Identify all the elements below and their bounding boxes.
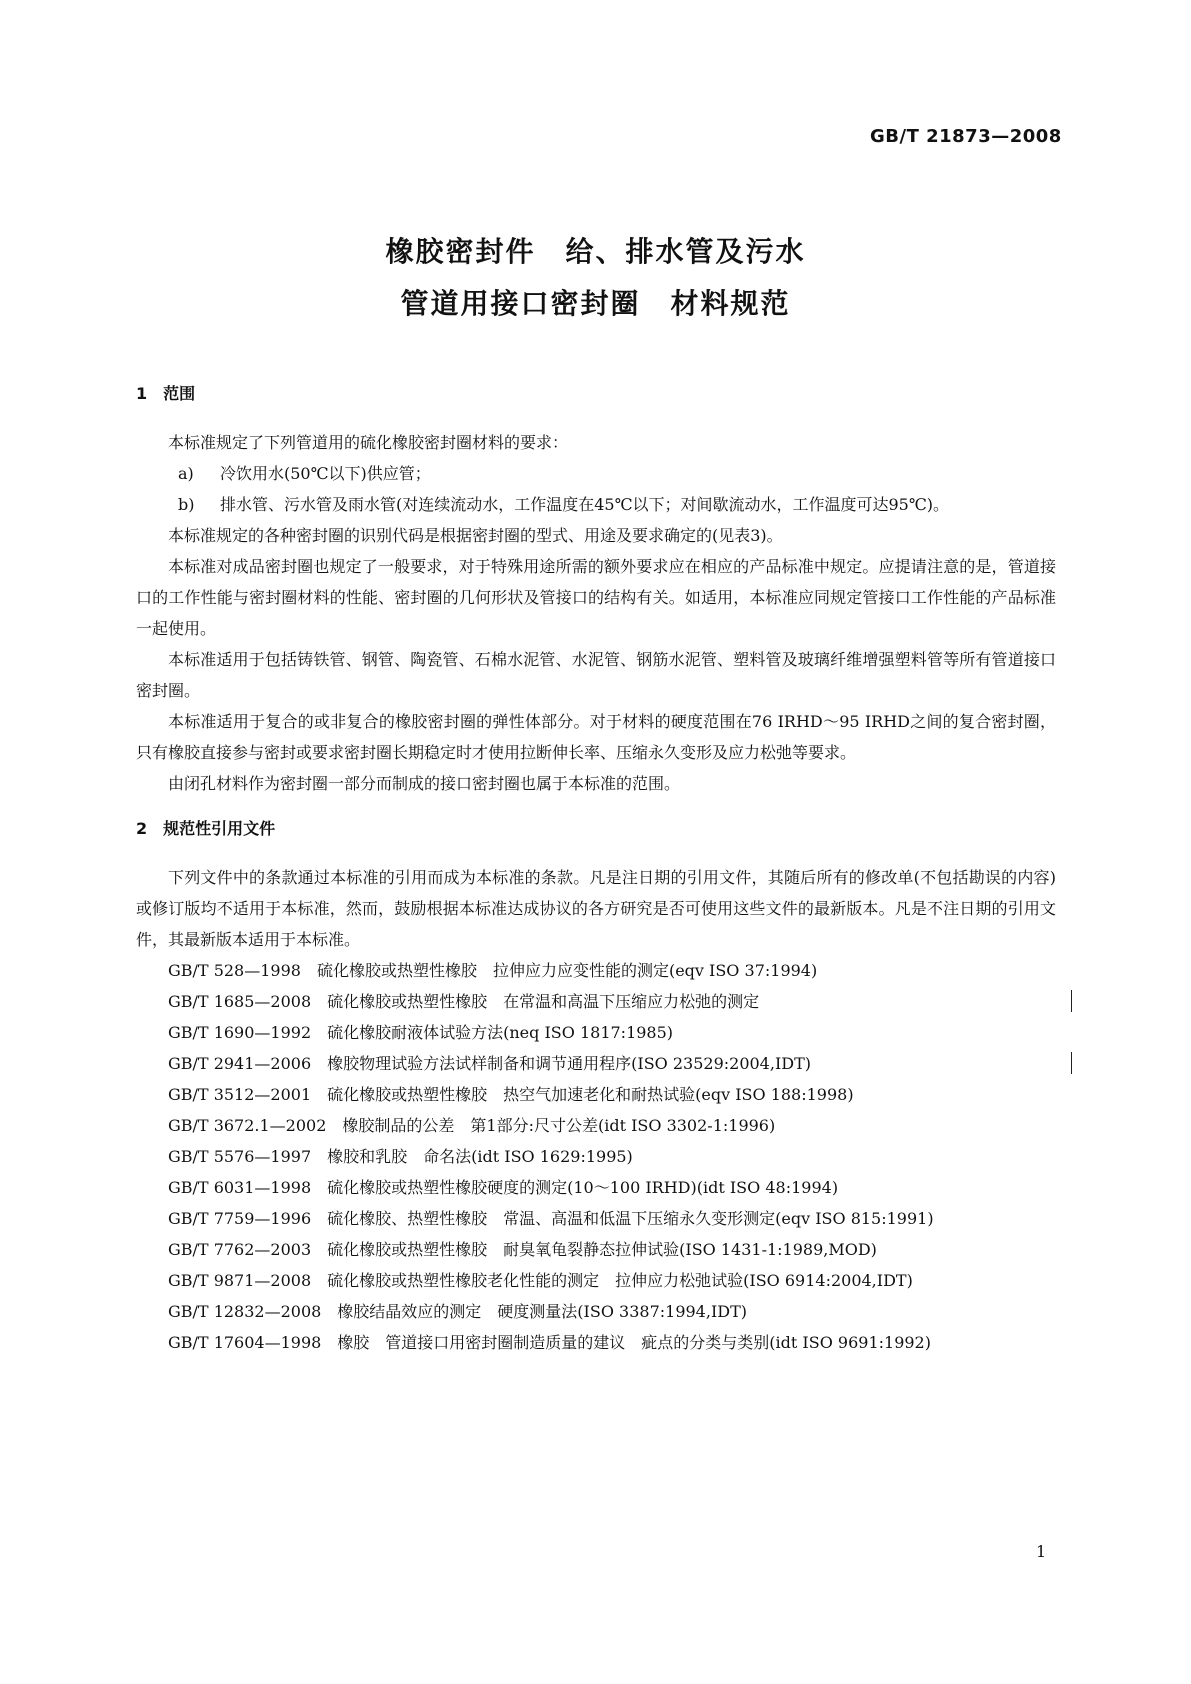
reference-item: GB/T 3512—2001 硫化橡胶或热塑性橡胶 热空气加速老化和耐热试验(eqv ISO 188:1998)	[168, 1085, 854, 1104]
reference-item: GB/T 5576—1997 橡胶和乳胶 命名法(idt ISO 1629:1995)	[168, 1147, 633, 1166]
list-label-b: b)	[178, 495, 195, 514]
document-title	[0, 226, 1191, 330]
section-1-intro: 本标准规定了下列管道用的硫化橡胶密封圈材料的要求：	[168, 433, 569, 452]
document-body	[136, 378, 1056, 1358]
title-line-2: 管道用接口密封圈 材料规范	[400, 287, 791, 320]
reference-item: GB/T 12832—2008 橡胶结晶效应的测定 硬度测量法(ISO 3387:1994,IDT)	[168, 1302, 748, 1321]
list-item-b	[136, 489, 1056, 520]
reference-item: GB/T 9871—2008 硫化橡胶或热塑性橡胶老化性能的测定 拉伸应力松弛试验(ISO 6914:2004,IDT)	[168, 1271, 913, 1290]
section-1-heading: 1 范围	[136, 384, 196, 403]
list-text-a: 冷饮用水(50℃以下)供应管；	[220, 464, 431, 483]
list-text-b: 排水管、污水管及雨水管(对连续流动水，工作温度在45℃以下；对间歇流动水，工作温度可达95℃)。	[220, 495, 950, 514]
list-label-a: a)	[178, 464, 194, 483]
reference-item: GB/T 6031—1998 硫化橡胶或热塑性橡胶硬度的测定(10～100 IRHD)(idt ISO 48:1994)	[168, 1178, 839, 1197]
page-number: 1	[1036, 1542, 1047, 1561]
reference-item: GB/T 7762—2003 硫化橡胶或热塑性橡胶 耐臭氧龟裂静态拉伸试验(ISO 1431-1:1989,MOD)	[168, 1240, 877, 1259]
list-item-a	[136, 458, 1056, 489]
reference-item: GB/T 7759—1996 硫化橡胶、热塑性橡胶 常温、高温和低温下压缩永久变形测定(eqv ISO 815:1991)	[168, 1209, 934, 1228]
change-bar	[1071, 1052, 1072, 1074]
change-bar	[1071, 990, 1072, 1012]
section-2-heading: 2 规范性引用文件	[136, 819, 276, 838]
section-1-paragraph: 由闭孔材料作为密封圈一部分而制成的接口密封圈也属于本标准的范围。	[168, 774, 681, 793]
reference-item: GB/T 1690—1992 硫化橡胶耐液体试验方法(neq ISO 1817:1985)	[168, 1023, 674, 1042]
section-1-paragraph: 本标准规定的各种密封圈的识别代码是根据密封圈的型式、用途及要求确定的(见表3)。	[168, 526, 783, 545]
reference-item: GB/T 1685—2008 硫化橡胶或热塑性橡胶 在常温和高温下压缩应力松弛的测定	[168, 992, 760, 1011]
reference-item: GB/T 3672.1—2002 橡胶制品的公差 第1部分:尺寸公差(idt ISO 3302-1:1996)	[168, 1116, 776, 1135]
reference-item: GB/T 17604—1998 橡胶 管道接口用密封圈制造质量的建议 疵点的分类与类别(idt ISO 9691:1992)	[168, 1333, 931, 1352]
standard-code: GB/T 21873—2008	[870, 126, 1062, 147]
section-2-intro: 下列文件中的条款通过本标准的引用而成为本标准的条款。凡是注日期的引用文件，其随后所有的修改单(不包括勘误的内容)或修订版均不适用于本标准，然而，鼓励根据本标准达成协议的各方研究是否可使用这些文件的最新版本。凡是不注日期的引用文件，其最新版本适用于本标准。	[136, 868, 1056, 949]
section-1-paragraph: 本标准适用于包括铸铁管、钢管、陶瓷管、石棉水泥管、水泥管、钢筋水泥管、塑料管及玻璃纤维增强塑料管等所有管道接口密封圈。	[136, 650, 1056, 700]
reference-item: GB/T 2941—2006 橡胶物理试验方法试样制备和调节通用程序(ISO 23529:2004,IDT)	[168, 1054, 812, 1073]
reference-item: GB/T 528—1998 硫化橡胶或热塑性橡胶 拉伸应力应变性能的测定(eqv ISO 37:1994)	[168, 961, 818, 980]
section-1-paragraph: 本标准对成品密封圈也规定了一般要求，对于特殊用途所需的额外要求应在相应的产品标准中规定。应提请注意的是，管道接口的工作性能与密封圈材料的性能、密封圈的几何形状及管接口的结构有关。如适用，本标准应同规定管接口工作性能的产品标准一起使用。	[136, 557, 1056, 638]
section-1-paragraph: 本标准适用于复合的或非复合的橡胶密封圈的弹性体部分。对于材料的硬度范围在76 IRHD～95 IRHD之间的复合密封圈，只有橡胶直接参与密封或要求密封圈长期稳定时才使用拉断伸长率、压缩永久变形及应力松弛等要求。	[136, 712, 1056, 762]
title-line-1: 橡胶密封件 给、排水管及污水	[385, 235, 806, 268]
